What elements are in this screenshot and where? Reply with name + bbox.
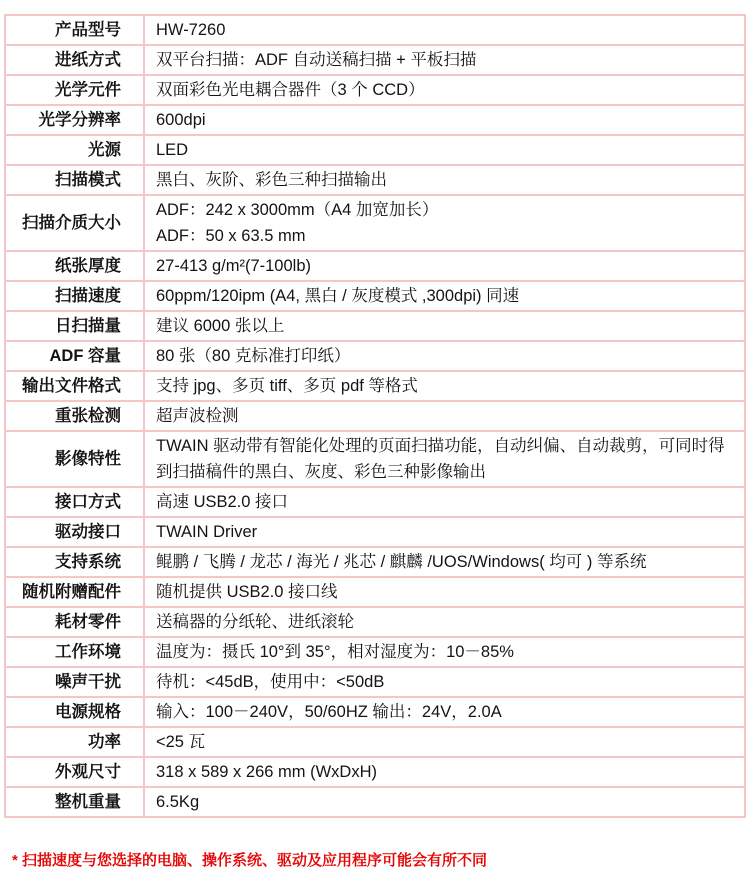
spec-label: 工作环境 — [5, 637, 144, 667]
spec-label: 耗材零件 — [5, 607, 144, 637]
spec-value — [144, 757, 745, 787]
spec-label: 整机重量 — [5, 787, 144, 817]
spec-value-line: TWAIN 驱动带有智能化处理的页面扫描功能，自动纠偏、自动裁剪，可同时得到扫描稿件的黑白、灰度、彩色三种影像输出 — [156, 437, 725, 481]
spec-value-line: 27-413 g/m²(7-100lb) — [156, 257, 311, 275]
spec-row — [5, 787, 745, 817]
spec-value-line: HW-7260 — [156, 21, 226, 39]
spec-row — [5, 135, 745, 165]
spec-value — [144, 75, 745, 105]
spec-label: 电源规格 — [5, 697, 144, 727]
spec-row — [5, 607, 745, 637]
spec-value-line: TWAIN Driver — [156, 523, 258, 541]
spec-value — [144, 105, 745, 135]
spec-label: 光学分辨率 — [5, 105, 144, 135]
spec-value-line: LED — [156, 141, 189, 159]
spec-value — [144, 667, 745, 697]
spec-value — [144, 165, 745, 195]
spec-row — [5, 487, 745, 517]
spec-row — [5, 667, 745, 697]
spec-value — [144, 281, 745, 311]
spec-value — [144, 311, 745, 341]
spec-label: 功率 — [5, 727, 144, 757]
spec-value — [144, 547, 745, 577]
spec-row — [5, 577, 745, 607]
spec-value-line: 双平台扫描：ADF 自动送稿扫描 + 平板扫描 — [156, 51, 477, 69]
spec-row — [5, 637, 745, 667]
spec-value — [144, 577, 745, 607]
spec-value-line: 输入：100－240V，50/60HZ 输出：24V，2.0A — [156, 703, 502, 721]
spec-row — [5, 757, 745, 787]
spec-value-line: 高速 USB2.0 接口 — [156, 493, 289, 511]
spec-label: 驱动接口 — [5, 517, 144, 547]
spec-value-line: 随机提供 USB2.0 接口线 — [156, 583, 338, 601]
spec-row — [5, 727, 745, 757]
spec-value — [144, 637, 745, 667]
spec-table-body — [5, 15, 745, 817]
spec-row — [5, 431, 745, 487]
spec-value-line: 建议 6000 张以上 — [156, 317, 285, 335]
spec-value-line: 超声波检测 — [156, 407, 239, 425]
spec-label: 扫描模式 — [5, 165, 144, 195]
spec-value — [144, 487, 745, 517]
spec-label: 扫描速度 — [5, 281, 144, 311]
spec-row — [5, 281, 745, 311]
spec-label: 影像特性 — [5, 431, 144, 487]
spec-value-line: <25 瓦 — [156, 733, 206, 751]
spec-row — [5, 15, 745, 45]
spec-value — [144, 251, 745, 281]
spec-row — [5, 371, 745, 401]
spec-value-line: 80 张（80 克标准打印纸） — [156, 347, 351, 365]
spec-row — [5, 105, 745, 135]
spec-value — [144, 195, 745, 251]
spec-row — [5, 341, 745, 371]
spec-value — [144, 607, 745, 637]
spec-row — [5, 697, 745, 727]
spec-label: 日扫描量 — [5, 311, 144, 341]
spec-table — [4, 14, 746, 818]
spec-row — [5, 251, 745, 281]
spec-label: ADF 容量 — [5, 341, 144, 371]
spec-value — [144, 371, 745, 401]
spec-label: 光学元件 — [5, 75, 144, 105]
spec-value-line: ADF：242 x 3000mm（A4 加宽加长） — [156, 201, 439, 219]
spec-value-line: 60ppm/120ipm (A4, 黑白 / 灰度模式 ,300dpi) 同速 — [156, 287, 520, 305]
spec-row — [5, 45, 745, 75]
spec-row — [5, 547, 745, 577]
spec-row — [5, 517, 745, 547]
spec-value-line: 6.5Kg — [156, 793, 200, 811]
spec-value — [144, 727, 745, 757]
spec-value-line: 待机：<45dB，使用中：<50dB — [156, 673, 385, 691]
spec-label: 随机附赠配件 — [5, 577, 144, 607]
spec-value — [144, 341, 745, 371]
spec-value-line: 鲲鹏 / 飞腾 / 龙芯 / 海光 / 兆芯 / 麒麟 /UOS/Windows( 均可 ) 等系统 — [156, 553, 647, 571]
spec-row — [5, 311, 745, 341]
spec-label: 进纸方式 — [5, 45, 144, 75]
footnote: * 扫描速度与您选择的电脑、操作系统、驱动及应用程序可能会有所不同 — [12, 852, 488, 869]
spec-value-line: 送稿器的分纸轮、进纸滚轮 — [156, 613, 354, 631]
spec-label: 外观尺寸 — [5, 757, 144, 787]
spec-value-line: 318 x 589 x 266 mm (WxDxH) — [156, 763, 377, 781]
spec-value-line: ADF：50 x 63.5 mm — [156, 227, 306, 245]
spec-label: 纸张厚度 — [5, 251, 144, 281]
spec-value — [144, 15, 745, 45]
spec-value — [144, 45, 745, 75]
spec-row — [5, 165, 745, 195]
spec-label: 接口方式 — [5, 487, 144, 517]
spec-row — [5, 401, 745, 431]
spec-value — [144, 135, 745, 165]
spec-label: 支持系统 — [5, 547, 144, 577]
spec-value — [144, 787, 745, 817]
spec-value — [144, 517, 745, 547]
spec-label: 重张检测 — [5, 401, 144, 431]
spec-value — [144, 697, 745, 727]
spec-value — [144, 431, 745, 487]
spec-label: 产品型号 — [5, 15, 144, 45]
spec-value-line: 黑白、灰阶、彩色三种扫描输出 — [156, 171, 387, 189]
spec-label: 扫描介质大小 — [5, 195, 144, 251]
spec-label: 输出文件格式 — [5, 371, 144, 401]
spec-value-line: 600dpi — [156, 111, 206, 129]
spec-value-line: 双面彩色光电耦合器件（3 个 CCD） — [156, 81, 425, 99]
spec-label: 光源 — [5, 135, 144, 165]
spec-value-line: 支持 jpg、多页 tiff、多页 pdf 等格式 — [156, 377, 418, 395]
spec-row — [5, 195, 745, 251]
spec-value-line: 温度为：摄氏 10°到 35°，相对湿度为：10－85% — [156, 643, 514, 661]
spec-row — [5, 75, 745, 105]
spec-label: 噪声干扰 — [5, 667, 144, 697]
spec-value — [144, 401, 745, 431]
